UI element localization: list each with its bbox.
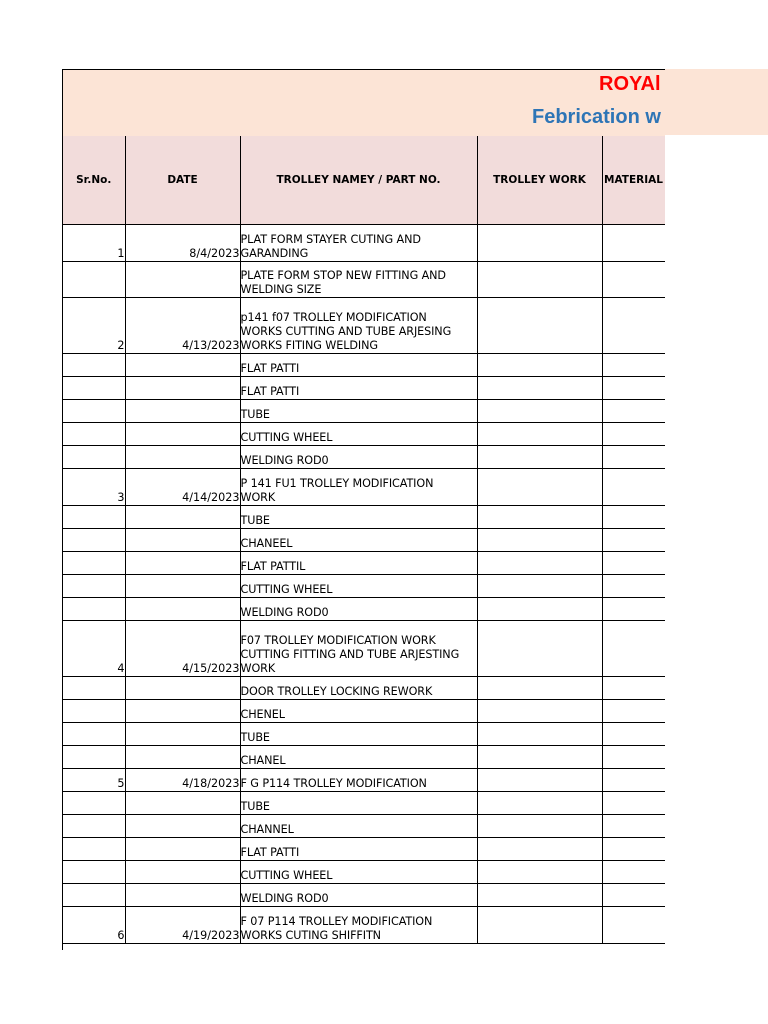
cell-material[interactable] xyxy=(602,792,665,815)
cell-material[interactable] xyxy=(602,769,665,792)
cell-material[interactable] xyxy=(602,700,665,723)
cell-material[interactable] xyxy=(602,446,665,469)
cell-sr-no[interactable]: 2 xyxy=(63,298,125,354)
cell-sr-no[interactable]: 3 xyxy=(63,469,125,506)
cell-trolley-work[interactable] xyxy=(477,552,602,575)
cell-trolley-name[interactable]: WELDING ROD0 xyxy=(240,884,477,907)
table-row xyxy=(63,225,665,262)
work-log-table xyxy=(63,136,665,944)
cell-trolley-work[interactable] xyxy=(477,506,602,529)
cell-trolley-name[interactable]: FLAT PATTIL xyxy=(240,552,477,575)
cell-sr-no[interactable] xyxy=(63,861,125,884)
cell-trolley-work[interactable] xyxy=(477,769,602,792)
cell-date[interactable] xyxy=(125,677,240,700)
cell-date[interactable] xyxy=(125,529,240,552)
cell-trolley-work[interactable] xyxy=(477,677,602,700)
report-banner xyxy=(63,70,665,137)
cell-material[interactable] xyxy=(602,598,665,621)
cell-trolley-work[interactable] xyxy=(477,575,602,598)
cell-sr-no[interactable]: 1 xyxy=(63,225,125,262)
cell-date[interactable] xyxy=(125,792,240,815)
cell-date[interactable] xyxy=(125,746,240,769)
cell-trolley-name[interactable]: TUBE xyxy=(240,792,477,815)
cell-date[interactable] xyxy=(125,400,240,423)
table-row xyxy=(63,298,665,354)
cell-material[interactable] xyxy=(602,907,665,944)
cell-material[interactable] xyxy=(602,552,665,575)
table-row xyxy=(63,746,665,769)
table-row xyxy=(63,423,665,446)
table-row xyxy=(63,354,665,377)
cell-trolley-work[interactable] xyxy=(477,225,602,262)
table-row xyxy=(63,446,665,469)
cell-trolley-name[interactable]: p141 f07 TROLLEY MODIFICATION WORKS CUTTING AND TUBE ARJESING WORKS FITING WELDING xyxy=(240,298,477,354)
column-header-trolley-work[interactable]: TROLLEY WORK xyxy=(477,136,602,225)
cell-date[interactable] xyxy=(125,723,240,746)
banner-subtitle: Febrication w xyxy=(532,106,661,128)
cell-trolley-work[interactable] xyxy=(477,838,602,861)
cell-trolley-work[interactable] xyxy=(477,377,602,400)
cell-material[interactable] xyxy=(602,884,665,907)
table-row xyxy=(63,723,665,746)
table-row xyxy=(63,677,665,700)
cell-material[interactable] xyxy=(602,529,665,552)
table-row xyxy=(63,529,665,552)
cell-sr-no[interactable] xyxy=(63,423,125,446)
table-row xyxy=(63,598,665,621)
cell-sr-no[interactable] xyxy=(63,400,125,423)
cell-material[interactable] xyxy=(602,723,665,746)
cell-trolley-name[interactable]: PLATE FORM STOP NEW FITTING AND WELDING SIZE xyxy=(240,262,477,298)
cell-trolley-work[interactable] xyxy=(477,861,602,884)
cell-material[interactable] xyxy=(602,400,665,423)
cell-material[interactable] xyxy=(602,469,665,506)
cell-trolley-work[interactable] xyxy=(477,400,602,423)
cell-sr-no[interactable] xyxy=(63,529,125,552)
cell-trolley-name[interactable]: F G P114 TROLLEY MODIFICATION xyxy=(240,769,477,792)
cell-material[interactable] xyxy=(602,423,665,446)
cell-trolley-work[interactable] xyxy=(477,529,602,552)
cell-trolley-work[interactable] xyxy=(477,884,602,907)
cell-sr-no[interactable] xyxy=(63,506,125,529)
table-header-row xyxy=(63,136,665,225)
cell-trolley-name[interactable]: P 141 FU1 TROLLEY MODIFICATION WORK xyxy=(240,469,477,506)
table-row xyxy=(63,262,665,298)
cell-date[interactable]: 8/4/2023 xyxy=(125,225,240,262)
cell-material[interactable] xyxy=(602,575,665,598)
cell-date[interactable]: 4/15/2023 xyxy=(125,621,240,677)
cell-material[interactable] xyxy=(602,377,665,400)
cell-trolley-name[interactable]: WELDING ROD0 xyxy=(240,598,477,621)
cell-date[interactable]: 4/14/2023 xyxy=(125,469,240,506)
table-row xyxy=(63,377,665,400)
table-row xyxy=(63,792,665,815)
cell-date[interactable] xyxy=(125,884,240,907)
cell-sr-no[interactable] xyxy=(63,700,125,723)
table-row xyxy=(63,575,665,598)
cell-trolley-work[interactable] xyxy=(477,469,602,506)
cell-sr-no[interactable]: 4 xyxy=(63,621,125,677)
cell-material[interactable] xyxy=(602,354,665,377)
cell-date[interactable] xyxy=(125,838,240,861)
table-row xyxy=(63,907,665,944)
cell-trolley-work[interactable] xyxy=(477,792,602,815)
cell-trolley-work[interactable] xyxy=(477,746,602,769)
cell-trolley-name[interactable]: TUBE xyxy=(240,506,477,529)
cell-sr-no[interactable] xyxy=(63,598,125,621)
table-row xyxy=(63,400,665,423)
cell-trolley-work[interactable] xyxy=(477,723,602,746)
cell-date[interactable] xyxy=(125,861,240,884)
cell-sr-no[interactable] xyxy=(63,723,125,746)
cell-sr-no[interactable] xyxy=(63,377,125,400)
cell-material[interactable] xyxy=(602,506,665,529)
cell-trolley-work[interactable] xyxy=(477,700,602,723)
cell-date[interactable]: 4/13/2023 xyxy=(125,298,240,354)
cell-trolley-name[interactable]: FLAT PATTI xyxy=(240,838,477,861)
cell-sr-no[interactable] xyxy=(63,838,125,861)
cell-trolley-name[interactable]: F 07 P114 TROLLEY MODIFICATION WORKS CUTING SHIFFITN xyxy=(240,907,477,944)
cell-trolley-name[interactable]: F07 TROLLEY MODIFICATION WORK CUTTING FITTING AND TUBE ARJESTING WORK xyxy=(240,621,477,677)
table-row xyxy=(63,621,665,677)
banner-title: ROYAl xyxy=(599,73,661,95)
cell-material[interactable] xyxy=(602,861,665,884)
table-body xyxy=(63,225,665,944)
cell-sr-no[interactable] xyxy=(63,354,125,377)
cell-sr-no[interactable] xyxy=(63,792,125,815)
cell-sr-no[interactable] xyxy=(63,446,125,469)
cell-trolley-name[interactable]: CHENEL xyxy=(240,700,477,723)
table-row xyxy=(63,506,665,529)
table-row xyxy=(63,769,665,792)
cell-sr-no[interactable] xyxy=(63,815,125,838)
table-row xyxy=(63,700,665,723)
cell-date[interactable] xyxy=(125,598,240,621)
table-row xyxy=(63,469,665,506)
cell-sr-no[interactable]: 5 xyxy=(63,769,125,792)
cell-date[interactable] xyxy=(125,262,240,298)
column-header-sr-no[interactable]: Sr.No. xyxy=(63,136,125,225)
cell-date[interactable]: 4/18/2023 xyxy=(125,769,240,792)
cell-trolley-name[interactable]: PLAT FORM STAYER CUTING AND GARANDING xyxy=(240,225,477,262)
cell-material[interactable] xyxy=(602,815,665,838)
cell-material[interactable] xyxy=(602,746,665,769)
cell-trolley-work[interactable] xyxy=(477,446,602,469)
spreadsheet-sheet xyxy=(62,69,665,950)
cell-trolley-name[interactable]: TUBE xyxy=(240,723,477,746)
cell-trolley-work[interactable] xyxy=(477,621,602,677)
cell-material[interactable] xyxy=(602,225,665,262)
cell-date[interactable]: 4/19/2023 xyxy=(125,907,240,944)
cell-trolley-name[interactable]: CHANNEL xyxy=(240,815,477,838)
cell-date[interactable] xyxy=(125,377,240,400)
cell-date[interactable] xyxy=(125,700,240,723)
cell-material[interactable] xyxy=(602,621,665,677)
cell-trolley-work[interactable] xyxy=(477,598,602,621)
column-header-date[interactable]: DATE xyxy=(125,136,240,225)
cell-sr-no[interactable] xyxy=(63,552,125,575)
table-row xyxy=(63,861,665,884)
cell-date[interactable] xyxy=(125,506,240,529)
cell-trolley-name[interactable]: FLAT PATTI xyxy=(240,377,477,400)
cell-trolley-name[interactable]: CUTTING WHEEL xyxy=(240,423,477,446)
cell-date[interactable] xyxy=(125,575,240,598)
cell-trolley-name[interactable]: CUTTING WHEEL xyxy=(240,575,477,598)
table-row xyxy=(63,884,665,907)
cell-trolley-work[interactable] xyxy=(477,262,602,298)
cell-trolley-work[interactable] xyxy=(477,907,602,944)
column-header-trolley-name[interactable]: TROLLEY NAMEY / PART NO. xyxy=(240,136,477,225)
cell-trolley-name[interactable]: TUBE xyxy=(240,400,477,423)
cell-material[interactable] xyxy=(602,838,665,861)
cell-material[interactable] xyxy=(602,298,665,354)
cell-trolley-name[interactable]: CHANEEL xyxy=(240,529,477,552)
cell-material[interactable] xyxy=(602,262,665,298)
column-header-material[interactable]: MATERIAL xyxy=(602,136,665,225)
cell-trolley-work[interactable] xyxy=(477,423,602,446)
cell-sr-no[interactable]: 6 xyxy=(63,907,125,944)
cell-date[interactable] xyxy=(125,423,240,446)
cell-date[interactable] xyxy=(125,446,240,469)
cell-trolley-name[interactable]: CUTTING WHEEL xyxy=(240,861,477,884)
cell-date[interactable] xyxy=(125,815,240,838)
cell-trolley-work[interactable] xyxy=(477,354,602,377)
cell-sr-no[interactable] xyxy=(63,677,125,700)
cell-sr-no[interactable] xyxy=(63,575,125,598)
cell-trolley-work[interactable] xyxy=(477,815,602,838)
cell-date[interactable] xyxy=(125,552,240,575)
cell-trolley-name[interactable]: CHANEL xyxy=(240,746,477,769)
banner-extension xyxy=(664,69,768,135)
cell-trolley-name[interactable]: WELDING ROD0 xyxy=(240,446,477,469)
cell-sr-no[interactable] xyxy=(63,262,125,298)
table-row xyxy=(63,815,665,838)
cell-date[interactable] xyxy=(125,354,240,377)
cell-trolley-name[interactable]: FLAT PATTI xyxy=(240,354,477,377)
cell-sr-no[interactable] xyxy=(63,884,125,907)
table-row xyxy=(63,552,665,575)
cell-material[interactable] xyxy=(602,677,665,700)
table-row xyxy=(63,838,665,861)
cell-trolley-work[interactable] xyxy=(477,298,602,354)
cell-trolley-name[interactable]: DOOR TROLLEY LOCKING REWORK xyxy=(240,677,477,700)
cell-sr-no[interactable] xyxy=(63,746,125,769)
